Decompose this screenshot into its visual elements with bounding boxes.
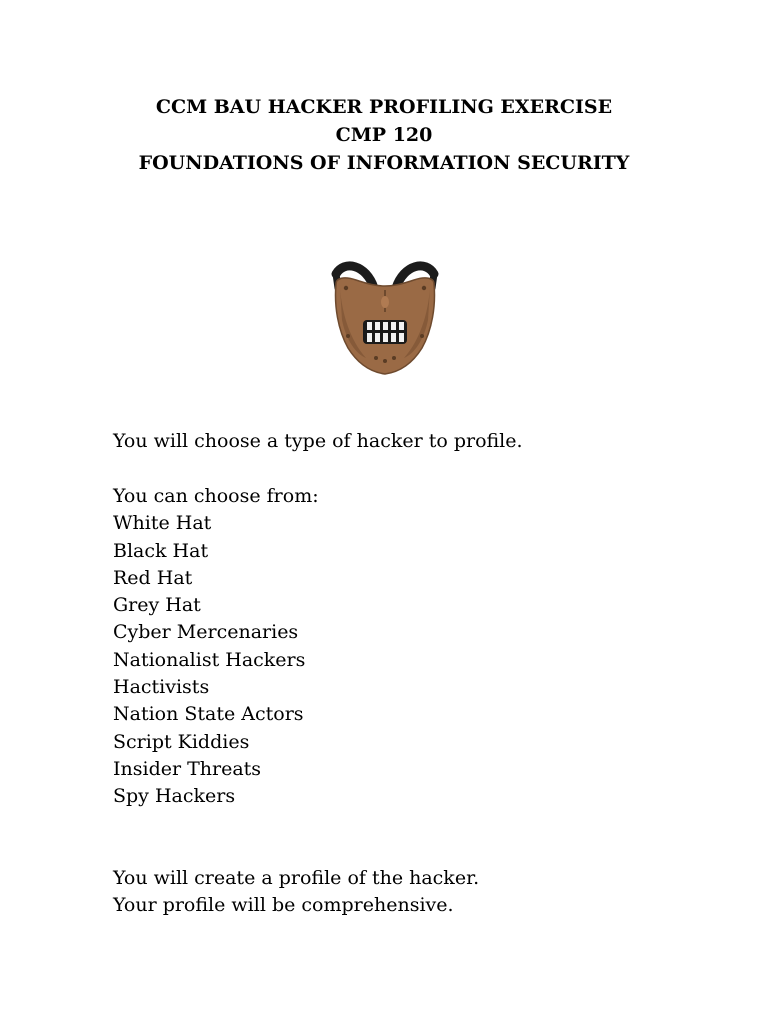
list-item: Insider Threats bbox=[113, 757, 262, 780]
closing-line-comprehensive: Your profile will be comprehensive. bbox=[113, 894, 454, 917]
list-item: Cyber Mercenaries bbox=[113, 621, 299, 644]
closing-line-create: You will create a profile of the hacker. bbox=[113, 867, 480, 889]
list-item: White Hat bbox=[113, 512, 212, 535]
document-title bbox=[0, 93, 768, 177]
hacker-type-section bbox=[113, 483, 673, 811]
list-item: Grey Hat bbox=[113, 594, 201, 617]
title-line-course-name: FOUNDATIONS OF INFORMATION SECURITY bbox=[138, 152, 630, 174]
intro-paragraph bbox=[113, 428, 673, 455]
title-line-exercise: CCM BAU HACKER PROFILING EXERCISE bbox=[155, 96, 613, 118]
list-item: Nation State Actors bbox=[113, 703, 304, 726]
list-item: Red Hat bbox=[113, 566, 193, 589]
list-item: Nationalist Hackers bbox=[113, 648, 306, 671]
list-item: Script Kiddies bbox=[113, 730, 250, 753]
list-item: Spy Hackers bbox=[113, 785, 236, 808]
title-line-course-code: CMP 120 bbox=[335, 124, 433, 146]
hockey-mask-icon bbox=[326, 254, 444, 378]
hacker-type-list bbox=[113, 510, 673, 810]
closing-paragraph bbox=[113, 865, 673, 920]
choose-heading: You can choose from: bbox=[113, 485, 319, 507]
intro-text: You will choose a type of hacker to profile. bbox=[113, 430, 523, 452]
list-item: Black Hat bbox=[113, 539, 209, 562]
list-item: Hactivists bbox=[113, 676, 210, 699]
